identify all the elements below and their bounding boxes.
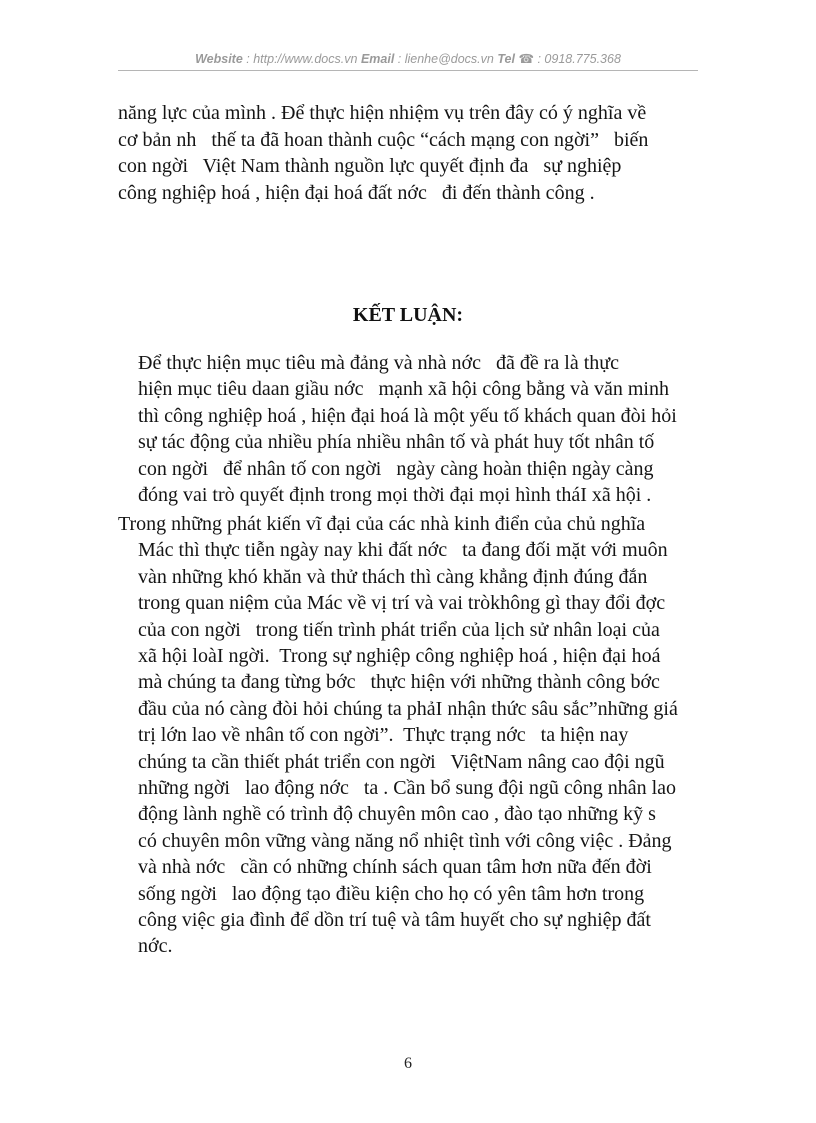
page-number: 6 bbox=[404, 1055, 412, 1072]
text-line: mà chúng ta đang từng bớc thực hiện với những thành công bớc bbox=[118, 671, 660, 694]
text-line: có chuyên môn vững vàng năng nổ nhiệt tình với công việc . Đảng bbox=[118, 829, 672, 852]
text-line: nớc. bbox=[118, 935, 173, 958]
email-label: Email bbox=[360, 52, 395, 66]
text-line: trị lớn lao về nhân tố con ngời”. Thực trạng nớc ta hiện nay bbox=[118, 724, 629, 747]
text-line: năng lực của mình . Để thực hiện nhiệm vụ trên đây có ý nghĩa về bbox=[118, 102, 647, 124]
text-line: những ngời lao động nớc ta . Cần bổ sung đội ngũ công nhân lao bbox=[118, 777, 677, 799]
text-line: vàn những khó khăn và thử thách thì càng khẳng định đúng đắn bbox=[118, 565, 648, 588]
text-line: Mác thì thực tiễn ngày nay khi đất nớc ta đang đối mặt với muôn bbox=[118, 539, 668, 562]
text-line: thì công nghiệp hoá , hiện đại hoá là một yếu tố khách quan đòi hỏi bbox=[118, 404, 677, 427]
text-line: trong quan niệm của Mác về vị trí và vai tròkhông gì thay đổi đợc bbox=[118, 592, 666, 615]
text-line: xã hội loàI ngời. Trong sự nghiệp công nghiệp hoá , hiện đại hoá bbox=[118, 645, 661, 667]
text-line: Để thực hiện mục tiêu mà đảng và nhà nớc đã đề ra là thực bbox=[118, 352, 619, 374]
header-divider bbox=[118, 70, 698, 71]
text-line: con ngời Việt Nam thành nguồn lực quyết định đa sự nghiệp bbox=[118, 155, 622, 177]
email-value: : lienhe@docs.vn bbox=[397, 52, 494, 66]
website-value: : http://www.docs.vn bbox=[246, 52, 358, 66]
text-line: động lành nghề có trình độ chuyên môn cao , đào tạo những kỹ s bbox=[118, 803, 656, 826]
text-line: Trong những phát kiến vĩ đại của các nhà kinh điển của chủ nghĩa bbox=[118, 513, 646, 535]
text-line: hiện mục tiêu daan giầu nớc mạnh xã hội công bằng và văn minh bbox=[118, 378, 669, 401]
text-line: công việc gia đình để dồn trí tuệ và tâm huyết cho sự nghiệp đất bbox=[118, 909, 651, 931]
text-line: công nghiệp hoá , hiện đại hoá đất nớc đi đến thành công . bbox=[118, 181, 595, 204]
page-header bbox=[118, 51, 698, 66]
text-line: đầu của nó càng đòi hỏi chúng ta phảI nhận thức sâu sắc”những giá bbox=[118, 697, 678, 720]
text-line: sự tác động của nhiều phía nhiều nhân tố và phát huy tốt nhân tố bbox=[118, 431, 655, 454]
text-line: sống ngời lao động tạo điều kiện cho họ có yên tâm hơn trong bbox=[118, 882, 645, 905]
text-line: đóng vai trò quyết định trong mọi thời đại mọi hình tháI xã hội . bbox=[118, 484, 652, 506]
text-line: con ngời để nhân tố con ngời ngày càng hoàn thiện ngày càng bbox=[118, 457, 654, 480]
text-line: và nhà nớc cần có những chính sách quan tâm hơn nữa đến đời bbox=[118, 856, 652, 879]
text-line: chúng ta cần thiết phát triển con ngời ViệtNam nâng cao đội ngũ bbox=[118, 750, 665, 773]
tel-label: Tel bbox=[497, 52, 515, 66]
website-label: Website bbox=[195, 52, 243, 66]
tel-value: ☎ : 0918.775.368 bbox=[518, 52, 621, 66]
conclusion-title: KẾT LUẬN: bbox=[352, 304, 464, 326]
text-line: cơ bản nh thế ta đã hoan thành cuộc “cách mạng con ngời” biến bbox=[118, 128, 649, 151]
text-line: của con ngời trong tiến trình phát triển của lịch sử nhân loại của bbox=[118, 618, 660, 641]
